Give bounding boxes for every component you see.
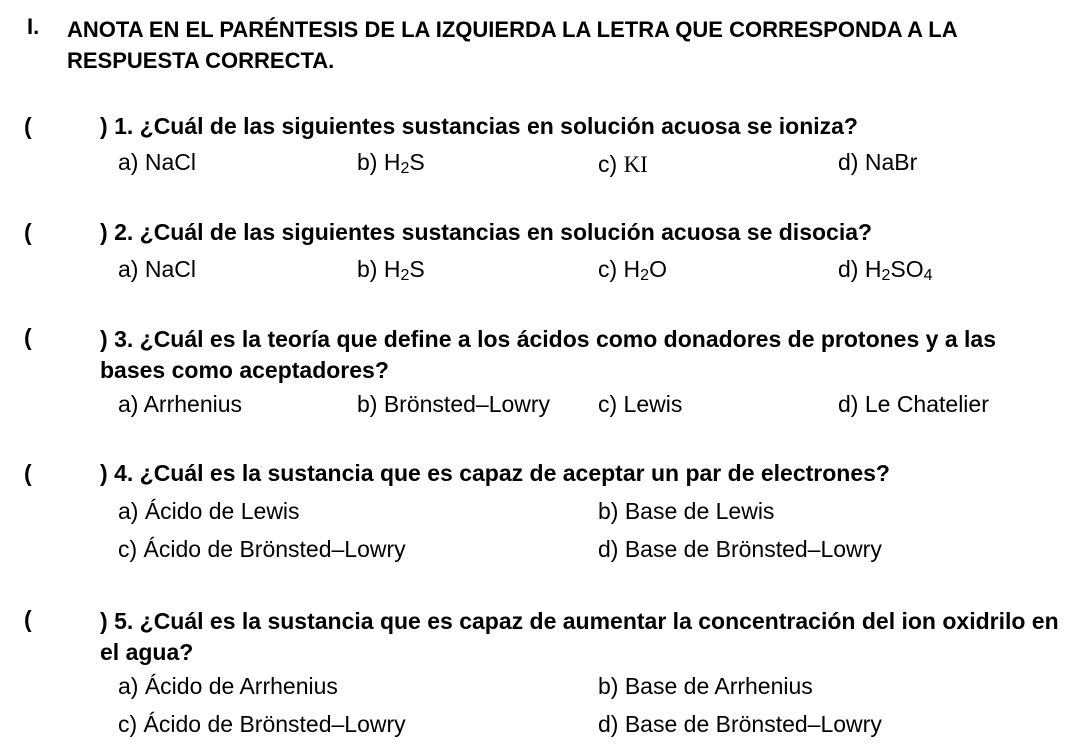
answer-blank-open[interactable]: ( — [24, 606, 32, 632]
question-text: ¿Cuál es la teoría que define a los ácidos como donadores de protones y a las bases como aceptadores? — [100, 326, 996, 383]
section-numeral: I. — [27, 14, 40, 39]
option-3d[interactable]: d) Le Chatelier — [838, 391, 989, 417]
question-number: 2. — [114, 219, 134, 245]
option-3a[interactable]: a) Arrhenius — [118, 391, 243, 417]
option-5d[interactable]: d) Base de Brönsted–Lowry — [598, 711, 882, 737]
option-3b[interactable]: b) Brönsted–Lowry — [357, 391, 551, 417]
answer-blank-close: ) — [100, 219, 108, 245]
question-3 — [100, 324, 1060, 386]
option-1d[interactable]: d) NaBr — [838, 149, 918, 175]
option-2a[interactable]: a) NaCl — [118, 256, 196, 282]
question-4 — [100, 460, 890, 487]
answer-blank-open[interactable]: ( — [24, 460, 32, 486]
option-5c[interactable]: c) Ácido de Brönsted–Lowry — [118, 711, 406, 737]
answer-blank-open[interactable]: ( — [24, 324, 32, 350]
option-4d[interactable]: d) Base de Brönsted–Lowry — [598, 536, 882, 562]
question-text: ¿Cuál es la sustancia que es capaz de aceptar un par de electrones? — [139, 460, 890, 486]
option-2b[interactable]: b) H2S — [357, 256, 425, 284]
answer-blank-open[interactable]: ( — [24, 219, 32, 245]
option-1c[interactable]: c) KI — [598, 151, 648, 177]
answer-blank-close: ) — [100, 113, 108, 139]
question-number: 5. — [114, 608, 134, 634]
section-instruction: ANOTA EN EL PARÉNTESIS DE LA IZQUIERDA LA LETRA QUE CORRESPONDA A LA RESPUESTA CORRECTA. — [67, 17, 957, 73]
question-number: 3. — [114, 326, 134, 352]
question-text: ¿Cuál es la sustancia que es capaz de aumentar la concentración del ion oxidrilo en el agua? — [100, 608, 1059, 665]
option-4b[interactable]: b) Base de Lewis — [598, 498, 775, 524]
option-5a[interactable]: a) Ácido de Arrhenius — [118, 673, 338, 699]
answer-blank-close: ) — [100, 460, 108, 486]
question-number: 1. — [114, 113, 134, 139]
answer-blank-close: ) — [100, 326, 108, 352]
option-3c[interactable]: c) Lewis — [598, 391, 683, 417]
option-4c[interactable]: c) Ácido de Brönsted–Lowry — [118, 536, 406, 562]
question-text: ¿Cuál de las siguientes sustancias en solución acuosa se ioniza? — [139, 113, 858, 139]
option-5b[interactable]: b) Base de Arrhenius — [598, 673, 813, 699]
question-1 — [100, 113, 858, 140]
option-2c[interactable]: c) H2O — [598, 256, 667, 284]
option-1b[interactable]: b) H2S — [357, 149, 425, 177]
question-5 — [100, 606, 1060, 668]
question-2 — [100, 219, 872, 246]
option-1a[interactable]: a) NaCl — [118, 149, 196, 175]
option-2d[interactable]: d) H2SO4 — [838, 256, 933, 284]
option-4a[interactable]: a) Ácido de Lewis — [118, 498, 300, 524]
answer-blank-open[interactable]: ( — [24, 113, 32, 139]
answer-blank-close: ) — [100, 608, 108, 634]
question-number: 4. — [114, 460, 134, 486]
question-text: ¿Cuál de las siguientes sustancias en solución acuosa se disocia? — [139, 219, 873, 245]
